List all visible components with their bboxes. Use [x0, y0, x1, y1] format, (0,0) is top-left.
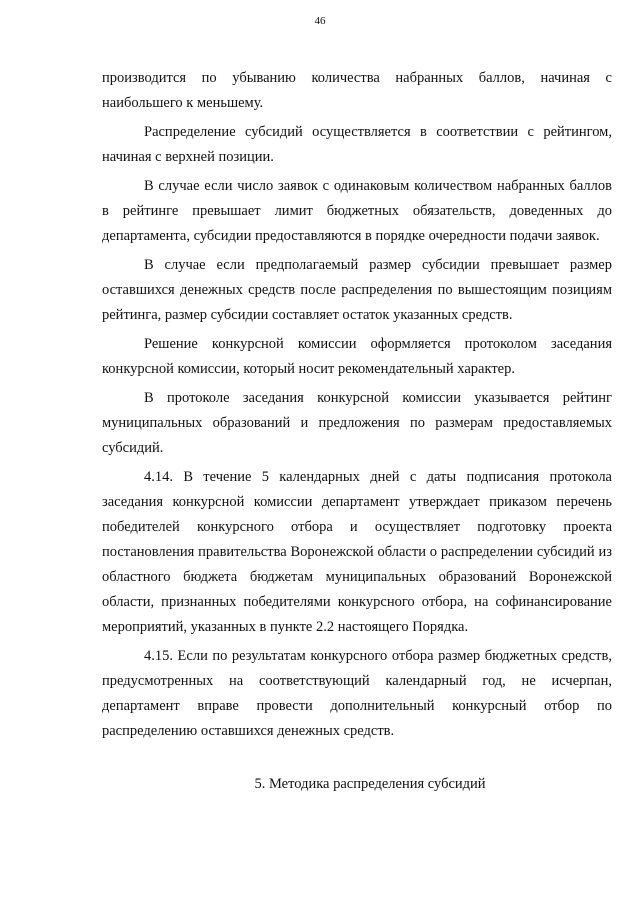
- paragraph-4-15: 4.15. Если по результатам конкурсного отбора размер бюджетных средств, предусмотренных на соответствующий календарный год, не исчерпан, департамент вправе провести дополнительный конкурсный отбор по распределению оставшихся денежных средств.: [102, 648, 612, 739]
- page-number: 46: [314, 15, 326, 27]
- paragraph-continuation: производится по убыванию количества набранных баллов, начиная с наибольшего к меньшему.: [102, 70, 612, 111]
- paragraph: В случае если число заявок с одинаковым количеством набранных баллов в рейтинге превышает лимит бюджетных обязательств, доведенных до департамента, субсидии предоставляются в порядке очередности подачи заявок.: [102, 178, 612, 244]
- paragraph: В протоколе заседания конкурсной комиссии указывается рейтинг муниципальных образований и предложения по размерам предоставляемых субсидий.: [102, 390, 612, 456]
- section-heading: 5. Методика распределения субсидий: [254, 776, 486, 792]
- paragraph: Решение конкурсной комиссии оформляется протоколом заседания конкурсной комиссии, который носит рекомендательный характер.: [102, 336, 612, 377]
- paragraph: В случае если предполагаемый размер субсидии превышает размер оставшихся денежных средств после распределения по вышестоящим позициям рейтинга, размер субсидии составляет остаток указанных средств.: [102, 257, 612, 323]
- document-body: [102, 66, 612, 744]
- paragraph-4-14: 4.14. В течение 5 календарных дней с даты подписания протокола заседания конкурсной комиссии департамент утверждает приказом перечень победителей конкурсного отбора и осуществляет подготовку проекта постановления правительства Воронежской области о распределении субсидий из областного бюджета бюджетам муниципальных образований Воронежской области, признанных победителями конкурсного отбора, на софинансирование мероприятий, указанных в пункте 2.2 настоящего Порядка.: [102, 469, 612, 635]
- paragraph: Распределение субсидий осуществляется в соответствии с рейтингом, начиная с верхней позиции.: [102, 124, 612, 165]
